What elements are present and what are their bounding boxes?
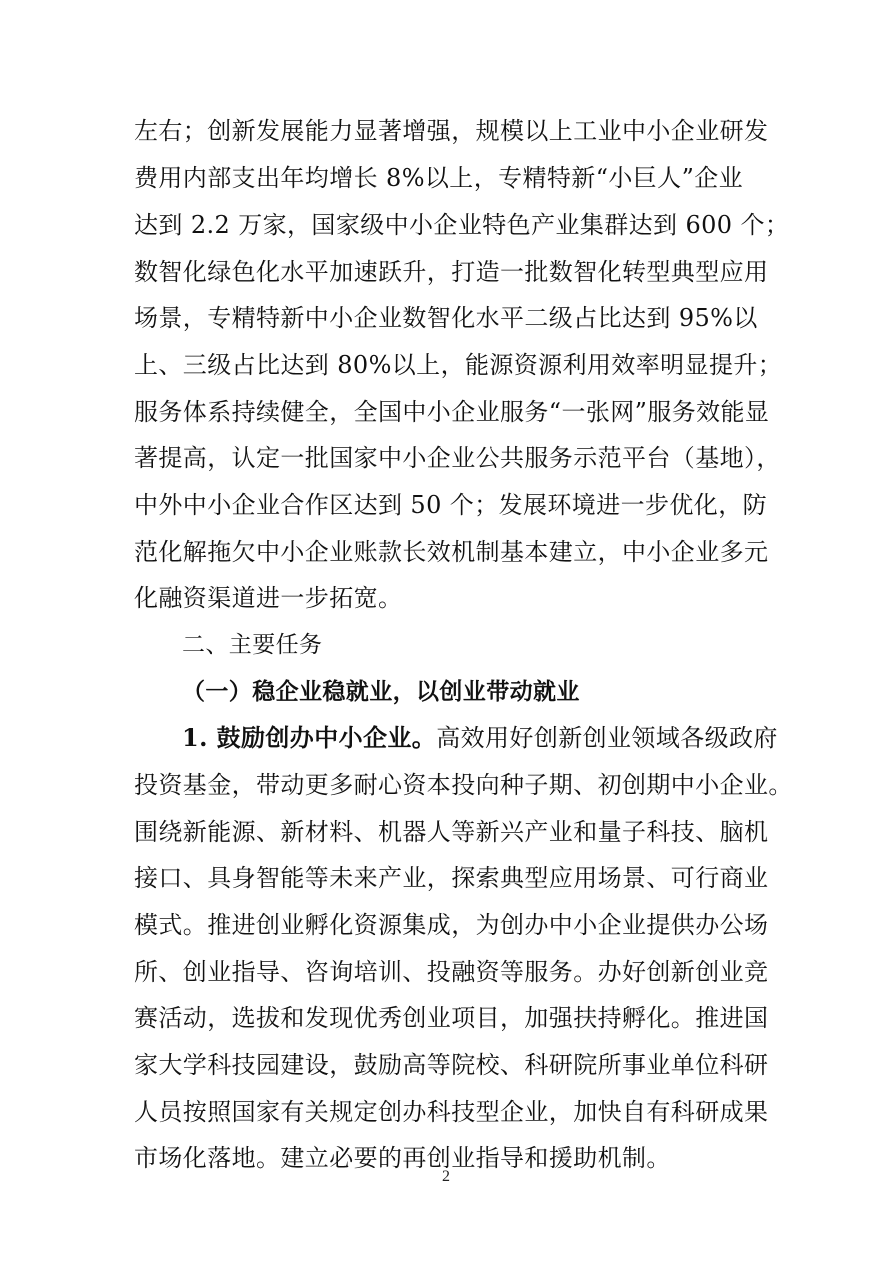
paragraph-line: 化融资渠道进一步拓宽。: [134, 584, 403, 612]
paragraph-line: 范化解拖欠中小企业账款长效机制基本建立，中小企业多元: [134, 538, 769, 566]
paragraph-line: 著提高，认定一批国家中小企业公共服务示范平台（基地），: [134, 444, 781, 472]
paragraph-line: 达到 2.2 万家，国家级中小企业特色产业集群达到 600 个；: [134, 211, 790, 239]
paragraph-line: 上、三级占比达到 80%以上，能源资源利用效率明显提升；: [134, 351, 783, 379]
page-number: 2: [442, 1168, 450, 1185]
paragraph-line: 接口、具身智能等未来产业，探索典型应用场景、可行商业: [134, 864, 769, 892]
paragraph-line: 市场化落地。建立必要的再创业指导和援助机制。: [134, 1144, 671, 1172]
section-heading: 二、主要任务: [182, 632, 323, 658]
paragraph-line: 所、创业指导、咨询培训、投融资等服务。办好创新创业竞: [134, 958, 769, 986]
paragraph-line: 左右；创新发展能力显著增强，规模以上工业中小企业研发: [134, 117, 769, 145]
paragraph-line: 模式。推进创业孵化资源集成，为创办中小企业提供办公场: [134, 911, 769, 939]
paragraph-line: 费用内部支出年均增长 8%以上，专精特新“小巨人”企业: [134, 164, 744, 192]
paragraph-line: 数智化绿色化水平加速跃升，打造一批数智化转型典型应用: [134, 258, 769, 286]
paragraph-line: 中外中小企业合作区达到 50 个；发展环境进一步优化，防: [134, 491, 767, 519]
paragraph-line: 服务体系持续健全，全国中小企业服务“一张网”服务效能显: [134, 398, 770, 426]
item-text: 高效用好创新创业领域各级政府: [436, 724, 778, 752]
paragraph-line: 投资基金，带动更多耐心资本投向种子期、初创期中小企业。: [134, 771, 793, 799]
paragraph-line: 场景，专精特新中小企业数智化水平二级占比达到 95%以: [134, 304, 758, 332]
paragraph-line: 人员按照国家有关规定创办科技型企业，加快自有科研成果: [134, 1098, 769, 1126]
paragraph-line: 围绕新能源、新材料、机器人等新兴产业和量子科技、脑机: [134, 818, 769, 846]
paragraph-first-line: [182, 723, 822, 753]
subsection-heading: （一）稳企业稳就业，以创业带动就业: [182, 678, 580, 705]
item-lead: 1. 鼓励创办中小企业。: [182, 723, 437, 752]
paragraph-line: 赛活动，选拔和发现优秀创业项目，加强扶持孵化。推进国: [134, 1004, 769, 1032]
paragraph-line: 家大学科技园建设，鼓励高等院校、科研院所事业单位科研: [134, 1051, 769, 1079]
